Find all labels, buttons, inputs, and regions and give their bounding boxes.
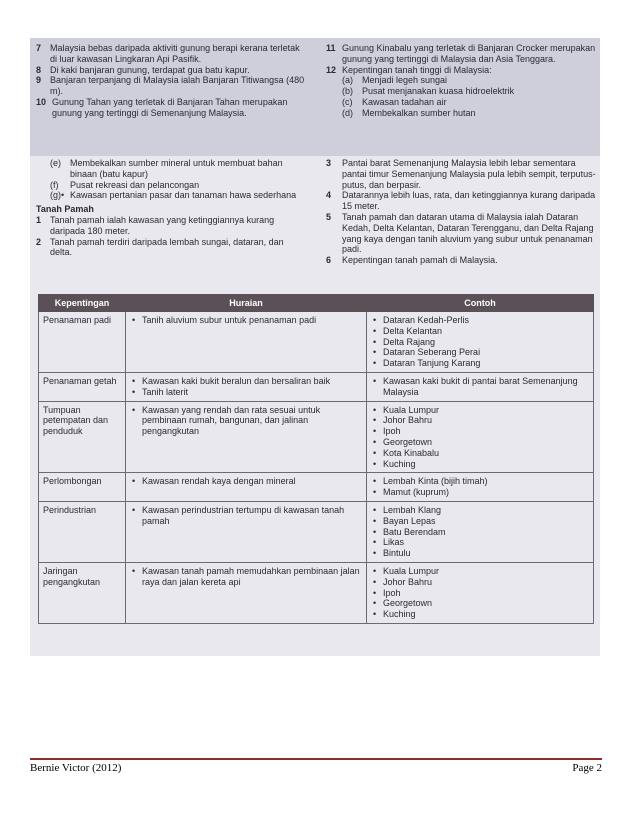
bullet-item: • Kawasan kaki bukit di pantai barat Semenanjung Malaysia: [371, 376, 589, 398]
cell-kepentingan: Penanaman getah: [39, 372, 126, 401]
list-item: 4 Datarannya lebih luas, rata, dan ketinggiannya kurang daripada 15 meter.: [326, 190, 596, 212]
cell-huraian: [126, 473, 367, 502]
column-header: Huraian: [126, 295, 367, 312]
list-item: 9 Banjaran terpanjang di Malaysia ialah Banjaran Titiwangsa (480 m).: [36, 75, 305, 97]
list-item: 5 Tanah pamah dan dataran utama di Malaysia ialah Dataran Kedah, Delta Kelantan, Dataran Terengganu, dan Delta Rajang yang kaya dengan tanih aluvium yang subur untuk penanaman padi.: [326, 211, 594, 255]
bullet-item: • Dataran Seberang Perai: [371, 347, 589, 358]
table-header-row: [39, 295, 594, 312]
bullet-item: • Bintulu: [371, 548, 589, 559]
cell-kepentingan: Tumpuan petempatan dan penduduk: [39, 401, 126, 473]
bullet-item: • Delta Rajang: [371, 337, 589, 348]
table-row: [39, 501, 594, 562]
footer-author: Bernie Victor (2012): [30, 762, 122, 774]
sub-item: (a) Menjadi legeh sungai: [342, 75, 448, 86]
bullet-item: • Dataran Tanjung Karang: [371, 358, 589, 369]
bullet-item: • Delta Kelantan: [371, 326, 589, 337]
footer-divider: [30, 758, 602, 760]
bullet-item: • Lembah Kinta (bijih timah): [371, 476, 589, 487]
cell-contoh: [367, 562, 594, 623]
cell-kepentingan: Perlombongan: [39, 473, 126, 502]
cell-contoh: [367, 401, 594, 473]
sub-item: (f) Pusat rekreasi dan pelancongan: [50, 179, 200, 190]
bullet-item: • Kota Kinabalu: [371, 448, 589, 459]
bullet-item: • Kuching: [371, 609, 589, 620]
bullet-item: • Bayan Lepas: [371, 516, 589, 527]
sub-item: (c) Kawasan tadahan air: [342, 96, 447, 107]
bullet-item: • Georgetown: [371, 437, 589, 448]
column-header: Kepentingan: [39, 295, 126, 312]
list-item: 6 Kepentingan tanah pamah di Malaysia.: [326, 255, 498, 266]
column-header: Contoh: [367, 295, 594, 312]
sub-item: (g)• Kawasan pertanian pasar dan tanaman hawa sederhana: [50, 190, 297, 201]
sub-item: (e) Membekalkan sumber mineral untuk membuat bahan binaan (batu kapur): [50, 158, 283, 179]
bullet-item: • Kuala Lumpur: [371, 566, 589, 577]
bullet-item: • Tanih aluvium subur untuk penanaman padi: [130, 315, 362, 326]
lowland-importance-table: [38, 294, 594, 624]
bullet-item: • Likas: [371, 537, 589, 548]
cell-contoh: [367, 372, 594, 401]
top-right-column: [326, 43, 596, 119]
list-item: 2 Tanah pamah terdiri daripada lembah sungai, dataran, dan delta.: [36, 236, 284, 258]
list-item: 7 Malaysia bebas daripada aktiviti gunung berapi kerana terletak di luar kawasan Lingkaran Api Pasifik.: [36, 43, 300, 64]
list-item: 8 Di kaki banjaran gunung, terdapat gua batu kapur.: [36, 64, 250, 75]
cell-huraian: [126, 312, 367, 373]
table-row: [39, 312, 594, 373]
scanned-page: [30, 38, 600, 656]
cell-kepentingan: Perindustrian: [39, 501, 126, 562]
list-item: 1 Tanah pamah ialah kawasan yang ketinggiannya kurang daripada 180 meter.: [36, 214, 275, 236]
bullet-item: • Kawasan tanah pamah memudahkan pembinaan jalan raya dan jalan kereta api: [130, 566, 362, 588]
table-row: [39, 401, 594, 473]
middle-left-column: [36, 158, 308, 258]
list-item: 12 Kepentingan tanah tinggi di Malaysia:: [326, 64, 492, 75]
cell-huraian: [126, 401, 367, 473]
bullet-item: • Mamut (kuprum): [371, 487, 589, 498]
list-item: 10 Gunung Tahan yang terletak di Banjaran Tahan merupakan gunung yang tertinggi di Semenanjung Malaysia.: [36, 96, 288, 118]
bullet-item: • Kuala Lumpur: [371, 405, 589, 416]
cell-contoh: [367, 312, 594, 373]
bullet-item: • Kawasan rendah kaya dengan mineral: [130, 476, 362, 487]
bullet-item: • Kawasan kaki bukit beralun dan bersaliran baik: [130, 376, 362, 387]
section-heading: Tanah Pamah: [36, 204, 94, 215]
sub-item: (d) Membekalkan sumber hutan: [342, 107, 476, 118]
cell-huraian: [126, 501, 367, 562]
footer-page-number: Page 2: [572, 762, 602, 774]
cell-kepentingan: Jaringan pengangkutan: [39, 562, 126, 623]
sub-item: (b) Pusat menjanakan kuasa hidroelektrik: [342, 86, 515, 97]
middle-right-column: [326, 158, 596, 266]
list-item: 3 Pantai barat Semenanjung Malaysia lebih lebar sementara pantai timur Semenanjung Malaysia pula lebih sempit, terputus-putus, dan berpasir.: [326, 158, 596, 190]
bullet-item: • Kawasan yang rendah dan rata sesuai untuk pembinaan rumah, bangunan, dan jalinan pengangkutan: [130, 405, 362, 437]
bullet-item: • Johor Bahru: [371, 577, 589, 588]
table-row: [39, 372, 594, 401]
bullet-item: • Johor Bahru: [371, 415, 589, 426]
top-left-column: [36, 43, 308, 119]
cell-contoh: [367, 473, 594, 502]
bullet-item: • Dataran Kedah-Perlis: [371, 315, 589, 326]
bullet-item: • Kuching: [371, 459, 589, 470]
cell-kepentingan: Penanaman padi: [39, 312, 126, 373]
cell-contoh: [367, 501, 594, 562]
table-row: [39, 473, 594, 502]
bullet-item: • Kawasan perindustrian tertumpu di kawasan tanah pamah: [130, 505, 362, 527]
bullet-item: • Ipoh: [371, 588, 589, 599]
list-item: 11 Gunung Kinabalu yang terletak di Banjaran Crocker merupakan gunung yang tertinggi di Malaysia dan Asia Tenggara.: [326, 43, 596, 64]
bullet-item: • Ipoh: [371, 426, 589, 437]
bullet-item: • Lembah Klang: [371, 505, 589, 516]
bullet-item: • Tanih laterit: [130, 387, 362, 398]
cell-huraian: [126, 562, 367, 623]
bullet-item: • Georgetown: [371, 598, 589, 609]
cell-huraian: [126, 372, 367, 401]
bullet-item: • Batu Berendam: [371, 527, 589, 538]
table-row: [39, 562, 594, 623]
